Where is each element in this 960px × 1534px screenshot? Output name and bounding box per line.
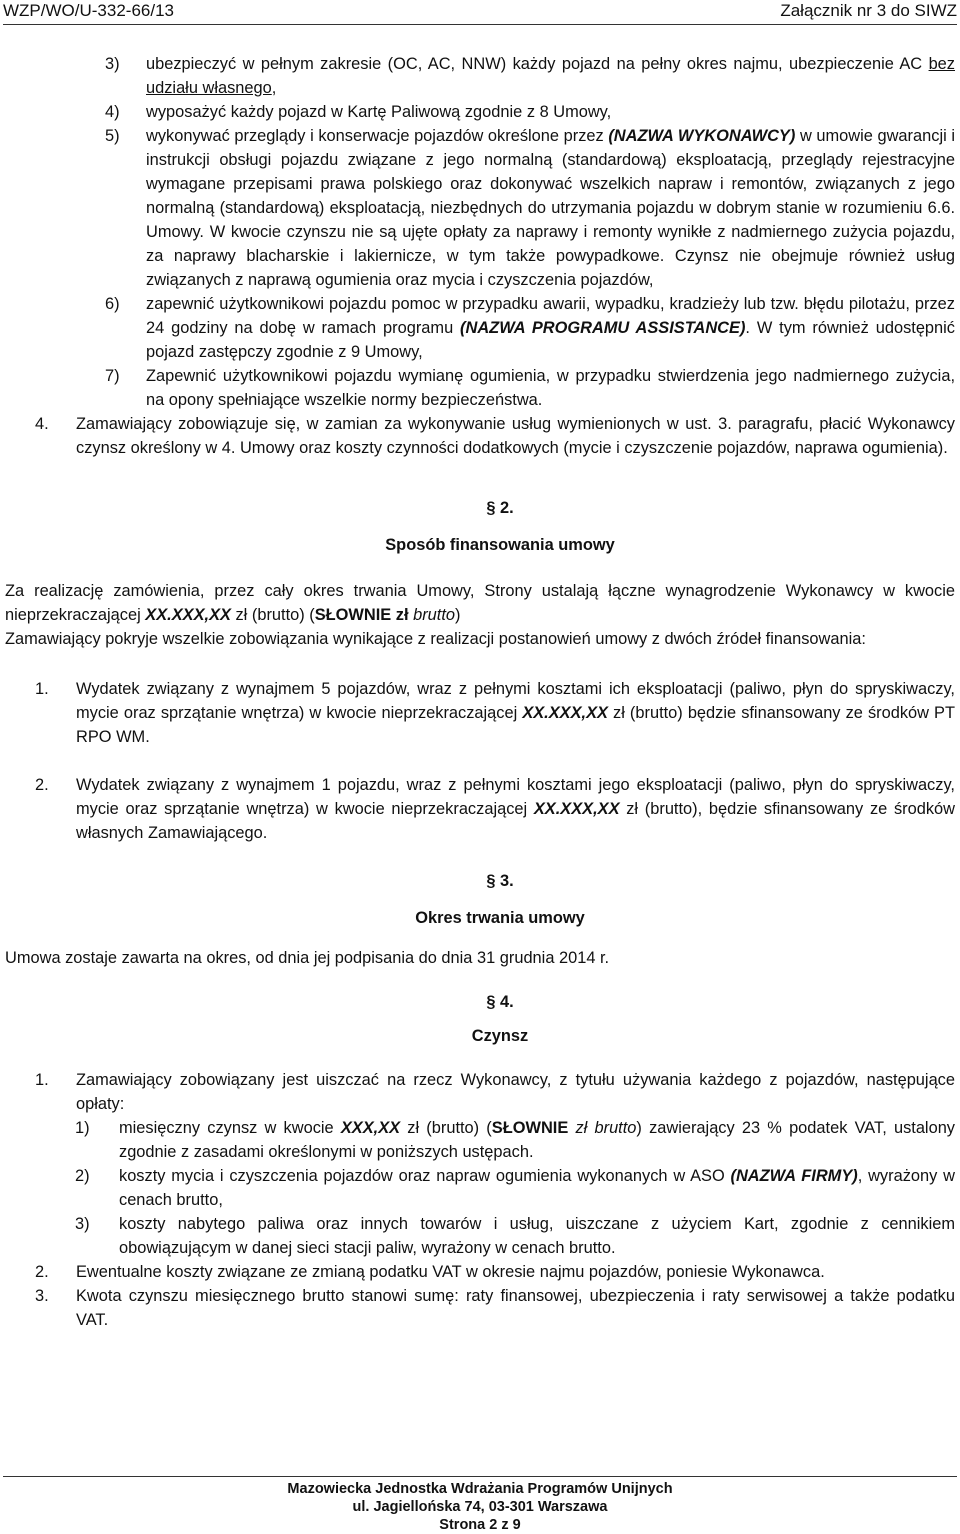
list-item: 4) wyposażyć każdy pojazd w Kartę Paliwową zgodnie z 8 Umowy, [105, 103, 612, 121]
section-number: § 3. [486, 872, 514, 890]
list-item: 7) Zapewnić użytkownikowi pojazdu wymianę ogumienia, w przypadku stwierdzenia jego nadmiernego zużycia, na opony spełniające wszelkie normy bezpieczeństwa. [105, 367, 955, 409]
list-item: 5) wykonywać przeglądy i konserwacje pojazdów określone przez (NAZWA WYKONAWCY) w umowie gwarancji i instrukcji obsługi pojazdu związane z jego normalną (standardową) eksploatacją, przeglądy rejestracyjne wymagane przepisami prawa polskiego oraz dokonywać wszelkich napraw i remontów, związanych z jego normalną (standardową) eksploatacją, niezbędnych do utrzymania pojazdu w dobrym stanie w rozumieniu 6.6. Umowy. W kwocie czynszu nie są ujęte opłaty za naprawy i remonty wynikłe z nadmiernego zużycia pojazdu, za naprawy blacharskie i lakiernicze, w tym także powypadkowe. Czynsz nie obejmuje również usług związanych z naprawą ogumienia oraz mycia i czyszczenia pojazdów, [105, 127, 955, 289]
page-footer [3, 1476, 957, 1534]
list-item: 1. Wydatek związany z wynajmem 5 pojazdów, wraz z pełnymi kosztami ich eksploatacji (paliwo, płyn do spryskiwaczy, mycie oraz sprzątanie wnętrza) w kwocie nieprzekraczającej XX.XXX,XX zł (brutto) będzie sfinansowany ze środków PT RPO WM. [35, 680, 955, 746]
paragraph: Zamawiający pokryje wszelkie zobowiązania wynikające z realizacji postanowień umowy z dwóch źródeł finansowania: [5, 630, 866, 648]
list-item: 6) zapewnić użytkownikowi pojazdu pomoc w przypadku awarii, wypadku, kradzieży lub tzw. błędu pilotażu, przez 24 godziny na dobę w ramach programu (NAZWA PROGRAMU ASSISTANCE). W tym również udostępnić pojazd zastępczy zgodnie z 9 Umowy, [105, 295, 956, 361]
section-title: Sposób finansowania umowy [385, 536, 615, 554]
page-header [3, 0, 957, 25]
list-item: 3. Kwota czynszu miesięcznego brutto stanowi sumę: raty finansowej, ubezpieczenia i raty serwisowej a także podatku VAT. [35, 1287, 955, 1329]
list-item: 4. Zamawiający zobowiązuje się, w zamian za wykonywanie usług wymienionych w ust. 3. paragrafu, płacić Wykonawcy czynsz określony w 4. Umowy oraz koszty czynności dodatkowych (mycie i czyszczenie pojazdów, naprawa ogumienia). [35, 415, 955, 457]
section-title: Okres trwania umowy [415, 909, 585, 927]
list-item: 2) koszty mycia i czyszczenia pojazdów oraz napraw ogumienia wykonanych w ASO (NAZWA FIRMY), wyrażony w cenach brutto, [75, 1167, 955, 1209]
paragraph: Umowa zostaje zawarta na okres, od dnia jej podpisania do dnia 31 grudnia 2014 r. [5, 949, 610, 967]
list-item: 2. Ewentualne koszty związane ze zmianą podatku VAT w okresie najmu pojazdów, poniesie Wykonawca. [35, 1263, 825, 1281]
list-item: 1. Zamawiający zobowiązany jest uiszczać na rzecz Wykonawcy, z tytułu używania każdego z pojazdów, następujące opłaty: [35, 1071, 955, 1113]
attachment-label: Załącznik nr 3 do SIWZ [780, 1, 957, 20]
document-reference: WZP/WO/U-332-66/13 [3, 1, 174, 20]
paragraph: Za realizację zamówienia, przez cały okres trwania Umowy, Strony ustalają łączne wynagrodzenie Wykonawcy w kwocie nieprzekraczającej XX.XXX,XX zł (brutto) (SŁOWNIE zł brutto) [5, 582, 955, 624]
page-number: Strona 2 z 9 [439, 1517, 521, 1533]
list-item: 1) miesięczny czynsz w kwocie XXX,XX zł (brutto) (SŁOWNIE zł brutto) zawierający 23 % podatek VAT, ustalony zgodnie z zasadami określonymi w poniższych ustępach. [75, 1119, 956, 1161]
list-item: 3) koszty nabytego paliwa oraz innych towarów i usług, uiszczane z użyciem Kart, zgodnie z cennikiem obowiązującym w danej sieci stacji paliw, wyrażony w cenach brutto. [75, 1215, 955, 1257]
document-body [5, 52, 955, 1332]
section-number: § 4. [486, 993, 514, 1011]
list-item: 3) ubezpieczyć w pełnym zakresie (OC, AC, NNW) każdy pojazd na pełny okres najmu, ubezpieczenie AC bez udziału własnego, [105, 55, 955, 97]
footer-address: ul. Jagiellońska 74, 03-301 Warszawa [352, 1499, 608, 1515]
section-number: § 2. [486, 499, 514, 517]
footer-organization: Mazowiecka Jednostka Wdrażania Programów Unijnych [287, 1481, 673, 1497]
section-title: Czynsz [471, 1027, 529, 1045]
list-item: 2. Wydatek związany z wynajmem 1 pojazdu, wraz z pełnymi kosztami jego eksploatacji (paliwo, płyn do spryskiwaczy, mycie oraz sprzątanie wnętrza) w kwocie nieprzekraczającej XX.XXX,XX zł (brutto), będzie sfinansowany ze środków własnych Zamawiającego. [35, 776, 956, 842]
